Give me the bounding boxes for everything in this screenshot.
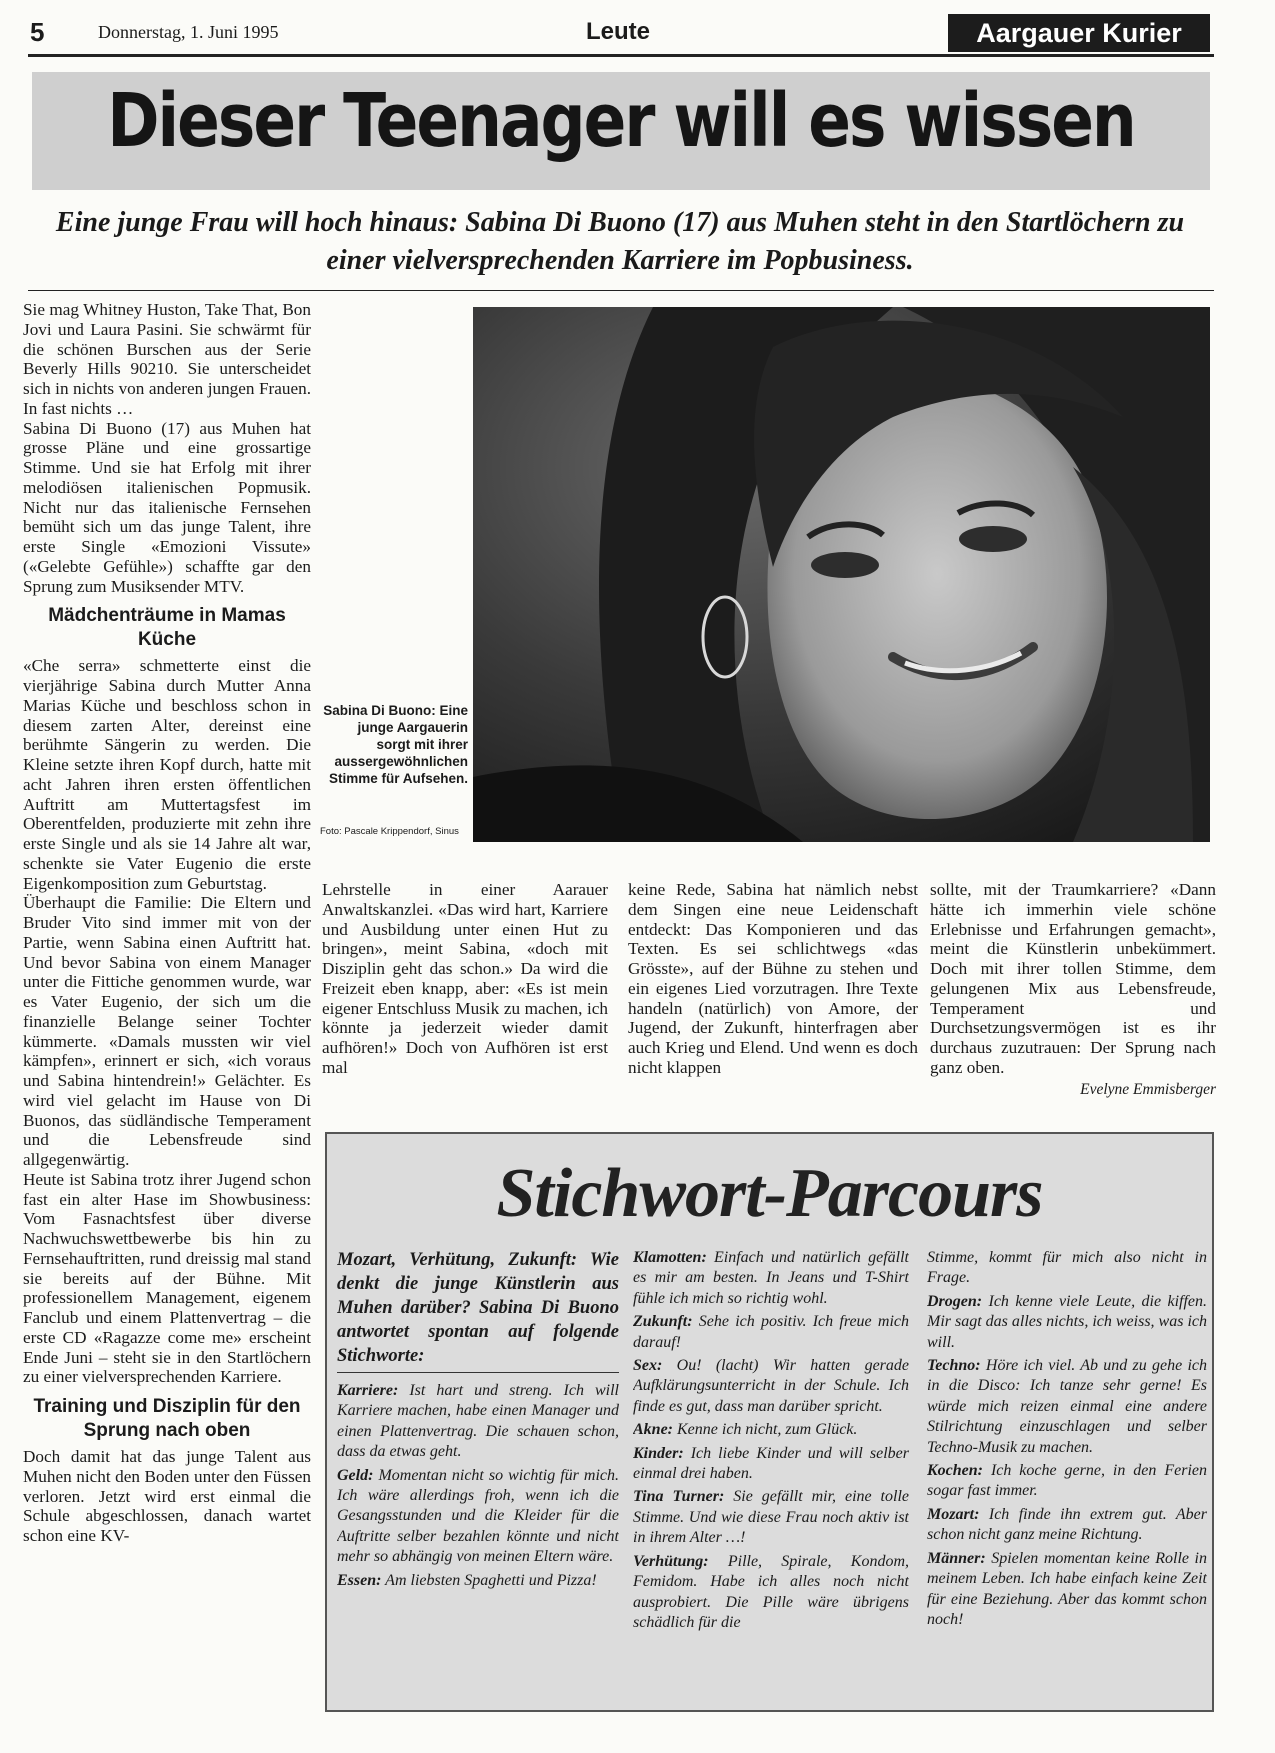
keyword-answer: Spielen momentan keine Rolle in meinem Leben. Ich habe einfach keine Zeit für eine Beziehung. Aber das kommt schon noch! [927,1549,1207,1628]
keyword-answer: Ich kenne viele Leute, die kiffen. Mir sagt das alles nichts, ich weiss, was ich will. [927,1292,1207,1351]
subheadline: Eine junge Frau will hoch hinaus: Sabina Di Buono (17) aus Muhen steht in den Startlöchern zu einer vielversprechenden Karriere im Popbusiness. [55,207,1185,276]
keyword-label: Kochen: [927,1462,983,1480]
keyword-entry [927,1505,1207,1546]
keyword-entry [337,1571,619,1591]
article-column-3 [628,880,918,1095]
article-column-2 [322,880,608,1095]
article-paragraph: Sabina Di Buono (17) aus Muhen hat grosse Pläne und eine grossartige Stimme. Und sie hat Erfolg mit ihrer melodiösen italienischen Popmusik. Nicht nur das italienische Fernsehen bemüht sich um das junge Talent, ihre erste Single «Emozioni Vissute» («Gelebte Gefühle») schaffte gar den Sprung zum Musiksender MTV. [23,418,311,596]
keyword-label: Techno: [927,1357,981,1375]
keyword-answer: Ou! (lacht) Wir hatten gerade Aufklärungsunterricht in der Schule. Ich finde es gut, dass man darüber spricht. [633,1357,909,1415]
article-paragraph: «Che serra» schmetterte einst die vierjährige Sabina durch Mutter Anna Marias Küche und beschloss schon in diesem zarten Alter, dereinst eine berühmte Sängerin zu werden. Die Kleine setzte ihren Kopf durch, hatte mit acht Jahren ihren ersten öffentlichen Auftritt am Muttertagsfest im Oberentfelden, produzierte mit zehn ihre erste Single und als sie 14 Jahre alt war, schenkte sie Vater Eugenio die erste Eigenkomposition zum Geburtstag. [23,656,311,893]
subhead-rule [28,290,1214,291]
article-paragraph: Sie mag Whitney Huston, Take That, Bon Jovi und Laura Pasini. Sie schwärmt für die schönen Burschen aus der Serie Beverly Hills 90210. Sie unterscheidet sich in nichts von anderen jungen Frauen. In fast nichts … [23,300,311,418]
keyword-label: Männer: [927,1549,986,1567]
article-paragraph: Lehrstelle in einer Aarauer Anwaltskanzlei. «Das wird hart, Karriere und Ausbildung unter einen Hut zu bringen», meint Sabina, «doch mit Disziplin geht das schon.» Da wird die Freizeit eben knapp, aber: «Es ist mein eigener Entschluss Musik zu machen, ich könnte ja jederzeit wieder damit aufhören!» Doch von Aufhören ist erst mal [322,880,608,1077]
keyword-answer: Höre ich viel. Ab und zu gehe ich in die Disco: Ich tanze sehr gerne! Es würde mich reizen einmal eine andere Stilrichtung einzuschlagen und selber Techno-Musik zu machen. [927,1357,1207,1456]
article-paragraph: Überhaupt die Familie: Die Eltern und Bruder Vito sind immer mit von der Partie, wenn Sabina einen Auftritt hat. Und bevor Sabina von einem Manager unter die Fittiche genommen wurde, war es Vater Eugenio, der sich um die finanzielle Belange seiner Tochter kümmerte. «Damals mussten wir viel kämpfen», erinnert er sich, «ich voraus und Sabina hintendrein!» Gelächter. Es wird viel gelacht im Hause von Di Buonos, das südländische Temperament und die Lebensfreude sind allgegenwärtig. [23,893,311,1169]
keyword-label: Mozart: [927,1505,980,1523]
box-column-3 [927,1248,1207,1708]
headline-banner [32,72,1210,190]
keyword-label: Karriere: [337,1382,399,1399]
keyword-entry [633,1444,909,1485]
header-rule [28,54,1214,57]
photo-credit: Foto: Pascale Krippendorf, Sinus [320,826,459,837]
article-paragraph: Heute ist Sabina trotz ihrer Jugend schon fast ein alter Hase im Showbusiness: Vom Fasnachtsfest über diverse Nachwuchswettbewerbe bis hin zu Fernsehauftritten, rund dreissig mal stand sie bereits auf der Bühne. Mit professionellem Management, eigenem Fanclub und einem Plattenvertrag – die erste CD «Ragazze come me» erscheint Ende Juni – steht sie in den Startlöchern zu einer vielversprechenden Karriere. [23,1169,311,1387]
keyword-answer: Sie gefällt mir, eine tolle Stimme. Und wie diese Frau noch aktiv ist in ihrem Alter …! [633,1488,909,1547]
keyword-answer: Ich finde ihn extrem gut. Aber schon nicht ganz meine Richtung. [927,1505,1207,1544]
keyword-answer: Pille, Spirale, Kondom, Femidom. Habe ich alles noch nicht ausprobiert. Die Pille wäre übrigens schädlich für die [633,1552,909,1631]
keyword-entry [927,1292,1207,1353]
newspaper-name: Aargauer Kurier [948,14,1210,52]
keyword-answer: Sehe ich positiv. Ich freue mich darauf! [633,1313,909,1351]
keyword-label: Tina Turner: [633,1488,725,1506]
box-title: Stichwort-Parcours [496,1155,1043,1232]
box-column-1 [337,1248,619,1708]
article-subheading: Training und Disziplin für den Sprung nach oben [33,1396,301,1441]
article-paragraph: keine Rede, Sabina hat nämlich nebst dem Singen eine neue Leidenschaft entdeckt: Das Komponieren und das Texten. Es sei schlichtwegs «das Grösste», auf der Bühne zu stehen und ein eigenes Lied vorzutragen. Ihre Texte handeln (natürlich) von Amore, der Jugend, der Zukunft, hinterfragen aber auch Krieg und Elend. Und wenn es doch nicht klappen [628,880,918,1077]
keyword-answer: Ich koche gerne, in den Ferien sogar fast immer. [927,1462,1207,1500]
keyword-label: Zukunft: [633,1313,693,1331]
keyword-entry [337,1466,619,1568]
keyword-entry [633,1248,909,1309]
keyword-answer: Ist hart und streng. Ich will Karriere machen, habe einen Manager und einen Plattenvertrag. Die schauen schon, dass da etwas geht. [337,1382,619,1461]
author-byline: Evelyne Emmisberger [1080,1081,1216,1098]
keyword-answer: Stimme, kommt für mich also nicht in Frage. [927,1249,1207,1287]
article-paragraph: Doch damit hat das junge Talent aus Muhen nicht den Boden unter den Füssen verloren. Jetzt wird erst einmal die Schule abgeschlossen, danach wartet schon eine KV- [23,1447,311,1545]
keyword-entry [927,1461,1207,1502]
keyword-entry [337,1381,619,1463]
keyword-entry [633,1487,909,1548]
keyword-label: Klamotten: [633,1249,707,1266]
keyword-label: Drogen: [927,1292,983,1310]
keyword-label: Verhütung: [633,1552,709,1570]
keyword-entry [633,1552,909,1634]
keyword-label: Geld: [337,1466,374,1484]
keyword-label: Akne: [633,1421,673,1439]
keyword-answer: Einfach und natürlich gefällt es mir am besten. In Jeans und T-Shirt fühle ich mich so richtig wohl. [633,1249,909,1307]
photo-caption: Sabina Di Buono: Eine junge Aargauerin sorgt mit ihrer aussergewöhnlichen Stimme für Aufsehen. [323,703,468,786]
keyword-answer: Am liebsten Spaghetti und Pizza! [381,1571,597,1589]
keyword-entry [633,1312,909,1353]
article-paragraph: sollte, mit der Traumkarriere? «Dann hätte ich immerhin viele schöne Erlebnisse und Erfahrungen gemacht», meint die Künstlerin unbekümmert. Doch mit ihrer tollen Stimme, dem gelungenen Mix aus Lebensfreude, Temperament und Durchsetzungsvermögen ist es ihr durchaus zuzutrauen: Der Sprung nach ganz oben. [930,880,1216,1077]
box-intro: Mozart, Verhütung, Zukunft: Wie denkt die junge Künstlerin aus Muhen darüber? Sabina Di Buono antwortet spontan auf folgende Stichworte: [337,1248,619,1373]
keyword-entry [927,1549,1207,1631]
sidebar-box [325,1132,1214,1712]
keyword-entry [633,1356,909,1417]
headline: Dieser Teenager will es wissen [107,77,1135,164]
article-subheading: Mädchenträume in Mamas Küche [48,605,286,651]
keyword-answer: Kenne ich nicht, zum Glück. [673,1421,858,1439]
article-column-4 [930,880,1216,1095]
keyword-answer: Momentan nicht so wichtig für mich. Ich wäre allerdings froh, wenn ich die Gesangsstunden und die Kleider für die Auftritte selber bezahlen könnte und nicht mehr so abhängig von meinen Eltern wäre. [337,1466,619,1566]
keyword-label: Essen: [337,1571,382,1589]
page-number: 5 [30,17,45,47]
keyword-entry [927,1248,1207,1289]
portrait-image [473,307,1210,842]
box-column-2 [633,1248,909,1708]
keyword-label: Sex: [633,1357,663,1375]
portrait-photo [473,307,1210,842]
article-column-1 [23,300,311,1718]
section-name: Leute [586,18,651,45]
keyword-entry [633,1420,909,1440]
keyword-answer: Ich liebe Kinder und will selber einmal drei haben. [633,1444,909,1483]
issue-date: Donnerstag, 1. Juni 1995 [98,22,279,42]
keyword-entry [927,1356,1207,1458]
keyword-label: Kinder: [633,1444,684,1462]
